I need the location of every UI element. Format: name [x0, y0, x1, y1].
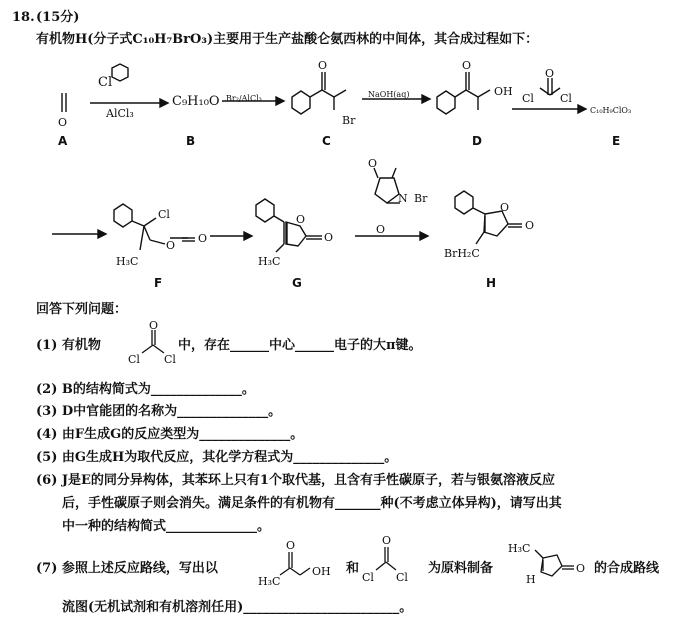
nbs-o2: O	[376, 223, 386, 236]
q7-route: 的合成路线	[594, 561, 660, 576]
label-B: B	[186, 134, 196, 148]
reaction-scheme	[0, 0, 692, 300]
H-carbonyl-o: O	[525, 219, 535, 232]
E-formula: C₁₀H₉ClO₃	[590, 106, 632, 115]
q1-o: O	[149, 319, 159, 332]
nbs-br: Br	[414, 192, 428, 205]
H-ring-o: O	[500, 201, 510, 214]
label-E: E	[612, 134, 621, 148]
q7-and: 和	[346, 561, 360, 576]
C-bromine: Br	[342, 114, 356, 127]
q1-prefix: (1) 有机物	[36, 338, 101, 353]
D-oxygen: O	[462, 59, 472, 72]
question-number: 18.	[12, 10, 35, 25]
q7-cl2: Cl	[396, 571, 408, 584]
question-score: (15分)	[36, 10, 80, 25]
A-oxygen: O	[58, 116, 68, 129]
q7-oh: OH	[312, 565, 331, 578]
q7-target-h: H	[526, 573, 536, 586]
F-chlorine: Cl	[158, 208, 170, 221]
reagent4-cl2: Cl	[560, 92, 572, 105]
nbs-n: N	[398, 192, 408, 205]
q7-prepare: 为原料制备	[428, 561, 494, 576]
label-D: D	[472, 134, 482, 148]
q6-line3: 中一种的结构简式______________。	[62, 519, 271, 534]
q7-target-h3c: H₃C	[508, 542, 531, 555]
F-oxygen: O	[166, 239, 176, 252]
reagent1-catalyst: AlCl₃	[106, 107, 134, 120]
q5: (5) 由G生成H为取代反应，其化学方程式为______________。	[36, 450, 398, 465]
questions-intro: 回答下列问题：	[36, 302, 128, 317]
q6-line2: 后，手性碳原子则会消失。满足条件的有机物有_______种(不考虑立体异构)，请写出其	[62, 496, 562, 511]
label-A: A	[58, 134, 68, 148]
G-carbonyl-o: O	[324, 231, 334, 244]
F-oxygen-end: O	[198, 232, 208, 245]
reagent1-cl: Cl	[98, 75, 113, 90]
H-bromomethyl: BrH₂C	[444, 247, 480, 260]
reagent2: Br₂/AlCl₃	[226, 94, 262, 103]
q6-line1: (6) J是E的同分异构体，其苯环上只有1个取代基，且含有手性碳原子，若与银氨溶液反应	[36, 473, 555, 488]
q4: (4) 由F生成G的反应类型为______________。	[36, 427, 304, 442]
q1-cl2: Cl	[164, 353, 176, 366]
C-oxygen: O	[318, 59, 328, 72]
q7-hydroxyacetone-o: O	[286, 539, 296, 552]
q7-h3c: H₃C	[258, 575, 281, 588]
q2: (2) B的结构简式为______________。	[36, 382, 255, 397]
q1-text: 中，存在______中心______电子的大π键。	[178, 338, 422, 353]
G-methyl: H₃C	[258, 255, 281, 268]
D-hydroxyl: OH	[494, 85, 513, 98]
q7-target-o: O	[576, 562, 586, 575]
F-methyl: H₃C	[116, 255, 139, 268]
label-F: F	[154, 276, 163, 290]
q7-cl1: Cl	[362, 571, 374, 584]
q1-cl1: Cl	[128, 353, 140, 366]
q3: (3) D中官能团的名称为______________。	[36, 404, 282, 419]
B-formula: C₉H₁₀O	[172, 94, 220, 109]
label-C: C	[322, 134, 331, 148]
q7-prefix: (7) 参照上述反应路线，写出以	[36, 561, 218, 576]
reagent4-cl1: Cl	[522, 92, 534, 105]
nbs-o1: O	[368, 157, 378, 170]
G-ring-o: O	[296, 213, 306, 226]
q7-line2: 流图(无机试剂和有机溶剂任用)________________________。	[62, 600, 413, 615]
q7-phosgene-o: O	[382, 534, 392, 547]
reagent4-o: O	[545, 67, 555, 80]
label-H: H	[486, 276, 497, 290]
label-G: G	[292, 276, 302, 290]
reagent3: NaOH(aq)	[368, 90, 410, 99]
question-intro: 有机物H(分子式C₁₀H₇BrO₃)主要用于生产盐酸仑氨西林的中间体，其合成过程如下：	[36, 32, 539, 47]
